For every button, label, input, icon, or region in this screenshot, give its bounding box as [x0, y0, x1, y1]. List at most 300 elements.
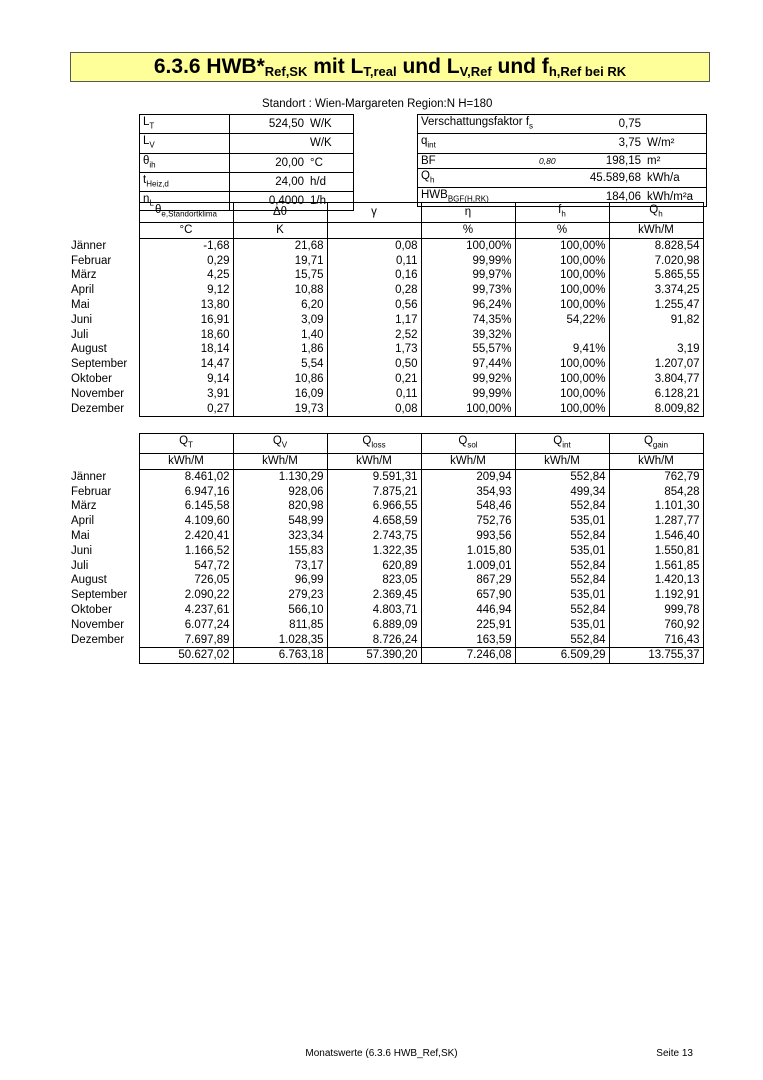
- table-cell: 1.550,81: [609, 544, 703, 559]
- table-cell: 820,98: [233, 499, 327, 514]
- table-header-row: [68, 434, 703, 454]
- column-unit: [327, 223, 421, 239]
- table-header-row: [68, 203, 703, 223]
- column-header-symbol: Q: [458, 435, 468, 447]
- param-row: [418, 153, 707, 168]
- table-row: [68, 283, 703, 298]
- table-cell: [515, 328, 609, 343]
- parameters-right-table: [417, 114, 707, 207]
- table-cell: 867,29: [421, 573, 515, 588]
- total-cell: 6.509,29: [515, 648, 609, 664]
- column-header-subscript: sol: [467, 440, 478, 450]
- table-cell: 54,22%: [515, 313, 609, 328]
- month-label: April: [68, 283, 139, 298]
- column-header-symbol: Q: [179, 435, 189, 447]
- total-cell: 7.246,08: [421, 648, 515, 664]
- table-cell: 552,84: [515, 633, 609, 648]
- table-cell: 1.255,47: [609, 298, 703, 313]
- column-header-subscript: V: [281, 440, 288, 450]
- table-cell: 55,57%: [421, 342, 515, 357]
- param-extra: [536, 134, 570, 153]
- table-cell: 100,00%: [515, 402, 609, 417]
- table-cell: 726,05: [139, 573, 233, 588]
- month-label: Juni: [68, 313, 139, 328]
- column-header-subscript: loss: [371, 440, 386, 450]
- table-cell: 566,10: [233, 603, 327, 618]
- param-symbol: L: [143, 135, 150, 148]
- table-cell: 5.865,55: [609, 268, 703, 283]
- column-header-subscript: e,Standortklima: [161, 209, 217, 219]
- table-row: [68, 254, 703, 269]
- table-cell: 8.461,02: [139, 469, 233, 484]
- param-value: 0,75: [570, 115, 644, 134]
- month-label: August: [68, 342, 139, 357]
- column-unit: °C: [139, 223, 233, 239]
- table-cell: 19,71: [233, 254, 327, 269]
- table-cell: 7.697,89: [139, 633, 233, 648]
- column-header-symbol: f: [558, 204, 562, 216]
- param-value: 198,15: [570, 153, 644, 168]
- month-label: Februar: [68, 254, 139, 269]
- param-row: [140, 172, 354, 191]
- table-cell: 5,54: [233, 357, 327, 372]
- param-subscript: L: [149, 198, 154, 208]
- param-value: 3,75: [570, 134, 644, 153]
- table-cell: 1.561,85: [609, 559, 703, 574]
- month-label: September: [68, 357, 139, 372]
- param-label: [140, 172, 230, 191]
- column-header: [233, 434, 327, 454]
- table-cell: 1.546,40: [609, 529, 703, 544]
- table-cell: 39,32%: [421, 328, 515, 343]
- column-header: [421, 434, 515, 454]
- table-cell: 100,00%: [515, 238, 609, 253]
- table-cell: 993,56: [421, 529, 515, 544]
- table-cell: 0,21: [327, 372, 421, 387]
- page-title: 6.3.6 $HWB*_{Ref,SK}$ mit $L_{T,real}$ und $L_{V,Ref}$ und $f_{h,Ref bei RK}$: [70, 52, 710, 82]
- param-label: [418, 168, 537, 187]
- unit-spacer: [68, 454, 139, 470]
- table-cell: 1.322,35: [327, 544, 421, 559]
- table-cell: 96,99: [233, 573, 327, 588]
- table-cell: 1,86: [233, 342, 327, 357]
- column-unit: kWh/M: [515, 454, 609, 470]
- column-header-symbol: Q: [649, 204, 659, 216]
- param-subscript: BGF(H,RK): [447, 194, 489, 204]
- table-row: [68, 485, 703, 500]
- table-cell: 0,28: [327, 283, 421, 298]
- table-cell: 99,73%: [421, 283, 515, 298]
- table-cell: 811,85: [233, 618, 327, 633]
- header-spacer: [68, 434, 139, 454]
- param-subscript: V: [149, 140, 155, 150]
- table-cell: 1.166,52: [139, 544, 233, 559]
- column-header-symbol: η: [464, 206, 472, 219]
- table-cell: 0,27: [139, 402, 233, 417]
- column-header: [609, 203, 703, 223]
- column-header: [327, 434, 421, 454]
- month-label: Juni: [68, 544, 139, 559]
- param-subscript: h: [429, 174, 435, 184]
- column-header-subscript: h: [561, 209, 566, 219]
- table-cell: 6.947,16: [139, 485, 233, 500]
- table-cell: 2.420,41: [139, 529, 233, 544]
- column-header: [139, 434, 233, 454]
- table-cell: 8.009,82: [609, 402, 703, 417]
- total-cell: 50.627,02: [139, 648, 233, 664]
- table-cell: [609, 328, 703, 343]
- table-cell: 2.090,22: [139, 588, 233, 603]
- month-label: Dezember: [68, 633, 139, 648]
- table-cell: 823,05: [327, 573, 421, 588]
- table-row: [68, 544, 703, 559]
- param-unit: W/K: [307, 134, 354, 153]
- table-cell: 3.374,25: [609, 283, 703, 298]
- param-subscript: int: [427, 140, 436, 150]
- column-header: [515, 434, 609, 454]
- column-unit: kWh/M: [327, 454, 421, 470]
- table-cell: 762,79: [609, 469, 703, 484]
- column-header: [233, 203, 327, 223]
- table-row: [68, 529, 703, 544]
- param-unit: kWh/m²a: [644, 187, 707, 206]
- table-row: [68, 298, 703, 313]
- table-cell: 752,76: [421, 514, 515, 529]
- table-cell: 1.009,01: [421, 559, 515, 574]
- month-label: Jänner: [68, 469, 139, 484]
- month-label: Juli: [68, 328, 139, 343]
- param-value: [230, 134, 308, 153]
- column-header: [327, 203, 421, 223]
- table-row: [68, 603, 703, 618]
- total-cell: 57.390,20: [327, 648, 421, 664]
- table-unit-row: [68, 223, 703, 239]
- table-cell: 928,06: [233, 485, 327, 500]
- table-cell: 18,14: [139, 342, 233, 357]
- param-symbol: n: [143, 193, 150, 206]
- month-label: Oktober: [68, 603, 139, 618]
- column-header-symbol: θ: [155, 204, 162, 216]
- table-row: [68, 633, 703, 648]
- monthly-energy-table: [68, 433, 704, 664]
- column-header-symbol: Δθ: [272, 206, 288, 219]
- month-label: Jänner: [68, 238, 139, 253]
- table-cell: 1.207,07: [609, 357, 703, 372]
- table-cell: 535,01: [515, 514, 609, 529]
- table-cell: 100,00%: [515, 283, 609, 298]
- totals-row: [68, 648, 703, 664]
- table-cell: 2.743,75: [327, 529, 421, 544]
- table-cell: 16,91: [139, 313, 233, 328]
- monthly-climate-table: [68, 202, 704, 417]
- param-label: [140, 134, 230, 153]
- table-row: [68, 514, 703, 529]
- table-cell: 2,52: [327, 328, 421, 343]
- table-cell: 8.726,24: [327, 633, 421, 648]
- month-label: März: [68, 499, 139, 514]
- column-unit: %: [515, 223, 609, 239]
- table-cell: 6,20: [233, 298, 327, 313]
- column-unit: kWh/M: [233, 454, 327, 470]
- table-cell: 163,59: [421, 633, 515, 648]
- table-cell: 15,75: [233, 268, 327, 283]
- table-cell: 4.658,59: [327, 514, 421, 529]
- month-label: Oktober: [68, 372, 139, 387]
- param-value: 0,4000: [230, 192, 308, 211]
- param-unit: W/K: [307, 115, 354, 134]
- param-value: 184,06: [570, 187, 644, 206]
- table-cell: 9.591,31: [327, 469, 421, 484]
- table-cell: 155,83: [233, 544, 327, 559]
- param-symbol: Verschattungsfaktor f: [421, 116, 530, 128]
- column-header: [609, 434, 703, 454]
- param-label: [418, 153, 537, 168]
- table-cell: 4.237,61: [139, 603, 233, 618]
- param-label: [140, 153, 230, 172]
- table-cell: 100,00%: [421, 402, 515, 417]
- param-unit: h/d: [307, 172, 354, 191]
- table-row: [68, 573, 703, 588]
- param-unit: [644, 115, 707, 134]
- param-subscript: T: [149, 121, 155, 131]
- param-value: 20,00: [230, 153, 308, 172]
- param-extra: [536, 168, 570, 187]
- month-label: Mai: [68, 298, 139, 313]
- table-cell: 13,80: [139, 298, 233, 313]
- table-cell: 354,93: [421, 485, 515, 500]
- table-cell: 6.145,58: [139, 499, 233, 514]
- param-value: 45.589,68: [570, 168, 644, 187]
- param-subscript: Heiz,d: [146, 179, 169, 189]
- column-header: [421, 203, 515, 223]
- table-row: [68, 372, 703, 387]
- table-cell: 854,28: [609, 485, 703, 500]
- param-label: [418, 134, 537, 153]
- table-row: [68, 268, 703, 283]
- table-unit-row: [68, 454, 703, 470]
- table-cell: 100,00%: [515, 298, 609, 313]
- parameters-left-table: [139, 114, 354, 211]
- table-cell: 9,12: [139, 283, 233, 298]
- table-cell: 100,00%: [515, 372, 609, 387]
- table-cell: 548,99: [233, 514, 327, 529]
- month-label: August: [68, 573, 139, 588]
- table-cell: 1.130,29: [233, 469, 327, 484]
- param-unit: °C: [307, 153, 354, 172]
- column-unit: kWh/M: [421, 454, 515, 470]
- totals-spacer: [68, 648, 139, 664]
- footer-page-number: Seite 13: [656, 1048, 693, 1059]
- footer-center: Monatswerte (6.3.6 HWB_Ref,SK): [305, 1048, 458, 1059]
- table-cell: 999,78: [609, 603, 703, 618]
- table-cell: 99,92%: [421, 372, 515, 387]
- param-extra: 0,80: [536, 153, 570, 168]
- table-cell: 0,56: [327, 298, 421, 313]
- column-header-symbol: Q: [643, 435, 653, 447]
- table-cell: 552,84: [515, 529, 609, 544]
- param-symbol: θ: [143, 154, 150, 167]
- header-spacer: [68, 203, 139, 223]
- table-cell: 100,00%: [515, 254, 609, 269]
- param-subscript: ih: [149, 159, 156, 169]
- table-cell: 8.828,54: [609, 238, 703, 253]
- table-cell: 100,00%: [515, 357, 609, 372]
- column-header: [515, 203, 609, 223]
- param-value: 524,50: [230, 115, 308, 134]
- table-row: [68, 499, 703, 514]
- table-row: [68, 469, 703, 484]
- param-unit: m²: [644, 153, 707, 168]
- month-label: Dezember: [68, 402, 139, 417]
- table-cell: 548,46: [421, 499, 515, 514]
- param-symbol: Q: [421, 169, 430, 182]
- param-symbol: BF: [421, 154, 436, 167]
- param-row: [418, 168, 707, 187]
- month-label: Juli: [68, 559, 139, 574]
- table-cell: 0,08: [327, 238, 421, 253]
- table-cell: 1,40: [233, 328, 327, 343]
- table-cell: 1.287,77: [609, 514, 703, 529]
- location-line: Standort : Wien-Margareten Region:N H=180: [262, 98, 493, 110]
- table-cell: 19,73: [233, 402, 327, 417]
- table-cell: 4,25: [139, 268, 233, 283]
- column-unit: %: [421, 223, 515, 239]
- table-row: [68, 313, 703, 328]
- table-cell: 0,29: [139, 254, 233, 269]
- table-cell: 74,35%: [421, 313, 515, 328]
- column-header-subscript: gain: [652, 440, 669, 450]
- table-cell: 225,91: [421, 618, 515, 633]
- table-cell: 100,00%: [515, 387, 609, 402]
- table-cell: 0,11: [327, 387, 421, 402]
- table-cell: 323,34: [233, 529, 327, 544]
- table-cell: 760,92: [609, 618, 703, 633]
- table-cell: 9,41%: [515, 342, 609, 357]
- table-cell: 10,88: [233, 283, 327, 298]
- table-cell: 1.101,30: [609, 499, 703, 514]
- table-cell: 73,17: [233, 559, 327, 574]
- param-row: [418, 115, 707, 134]
- column-header-symbol: Q: [553, 435, 563, 447]
- total-cell: 6.763,18: [233, 648, 327, 664]
- table-cell: 1,17: [327, 313, 421, 328]
- table-cell: 2.369,45: [327, 588, 421, 603]
- param-symbol: q: [421, 135, 428, 148]
- table-row: [68, 588, 703, 603]
- param-subscript: s: [529, 121, 534, 131]
- table-cell: 100,00%: [421, 238, 515, 253]
- table-cell: 96,24%: [421, 298, 515, 313]
- month-label: September: [68, 588, 139, 603]
- table-cell: 6.966,55: [327, 499, 421, 514]
- param-unit: W/m²: [644, 134, 707, 153]
- param-row: [140, 134, 354, 153]
- month-label: Februar: [68, 485, 139, 500]
- table-cell: 6.128,21: [609, 387, 703, 402]
- table-cell: 1.420,13: [609, 573, 703, 588]
- table-cell: 3,19: [609, 342, 703, 357]
- table-cell: 552,84: [515, 469, 609, 484]
- table-cell: 4.109,60: [139, 514, 233, 529]
- month-label: November: [68, 387, 139, 402]
- column-header-symbol: Q: [272, 435, 282, 447]
- table-cell: 547,72: [139, 559, 233, 574]
- param-symbol: t: [143, 173, 147, 186]
- table-cell: 21,68: [233, 238, 327, 253]
- table-cell: 657,90: [421, 588, 515, 603]
- table-row: [68, 357, 703, 372]
- table-cell: 99,97%: [421, 268, 515, 283]
- table-cell: 446,94: [421, 603, 515, 618]
- column-header-symbol: Q: [362, 435, 372, 447]
- table-cell: 279,23: [233, 588, 327, 603]
- table-cell: 99,99%: [421, 387, 515, 402]
- table-row: [68, 238, 703, 253]
- column-header-subscript: T: [188, 440, 193, 450]
- table-cell: 6.889,09: [327, 618, 421, 633]
- table-cell: 0,08: [327, 402, 421, 417]
- param-extra: [536, 115, 570, 134]
- table-cell: 1,73: [327, 342, 421, 357]
- table-cell: 1.028,35: [233, 633, 327, 648]
- column-header: [139, 203, 233, 223]
- column-unit: kWh/M: [139, 454, 233, 470]
- column-header-subscript: h: [658, 209, 663, 219]
- param-row: [140, 153, 354, 172]
- table-cell: 552,84: [515, 603, 609, 618]
- table-cell: 3.804,77: [609, 372, 703, 387]
- table-cell: 4.803,71: [327, 603, 421, 618]
- param-unit: 1/h: [307, 192, 354, 211]
- month-label: April: [68, 514, 139, 529]
- table-cell: 3,09: [233, 313, 327, 328]
- table-cell: 552,84: [515, 499, 609, 514]
- table-cell: 97,44%: [421, 357, 515, 372]
- table-cell: 552,84: [515, 573, 609, 588]
- total-cell: 13.755,37: [609, 648, 703, 664]
- table-cell: 620,89: [327, 559, 421, 574]
- table-cell: 552,84: [515, 559, 609, 574]
- month-label: März: [68, 268, 139, 283]
- table-cell: 14,47: [139, 357, 233, 372]
- param-row: [140, 115, 354, 134]
- param-value: 24,00: [230, 172, 308, 191]
- table-cell: 9,14: [139, 372, 233, 387]
- table-cell: 0,11: [327, 254, 421, 269]
- table-row: [68, 402, 703, 417]
- table-row: [68, 387, 703, 402]
- table-cell: 499,34: [515, 485, 609, 500]
- table-cell: 716,43: [609, 633, 703, 648]
- param-unit: kWh/a: [644, 168, 707, 187]
- table-row: [68, 559, 703, 574]
- param-symbol: L: [143, 116, 150, 128]
- month-label: November: [68, 618, 139, 633]
- table-cell: -1,68: [139, 238, 233, 253]
- column-unit: kWh/M: [609, 454, 703, 470]
- table-cell: 3,91: [139, 387, 233, 402]
- table-row: [68, 342, 703, 357]
- table-cell: 99,99%: [421, 254, 515, 269]
- table-cell: 209,94: [421, 469, 515, 484]
- table-cell: 91,82: [609, 313, 703, 328]
- table-cell: 535,01: [515, 544, 609, 559]
- param-label: [418, 115, 537, 134]
- param-row: [418, 134, 707, 153]
- param-label: [140, 115, 230, 134]
- table-row: [68, 618, 703, 633]
- param-symbol: HWB: [421, 188, 448, 201]
